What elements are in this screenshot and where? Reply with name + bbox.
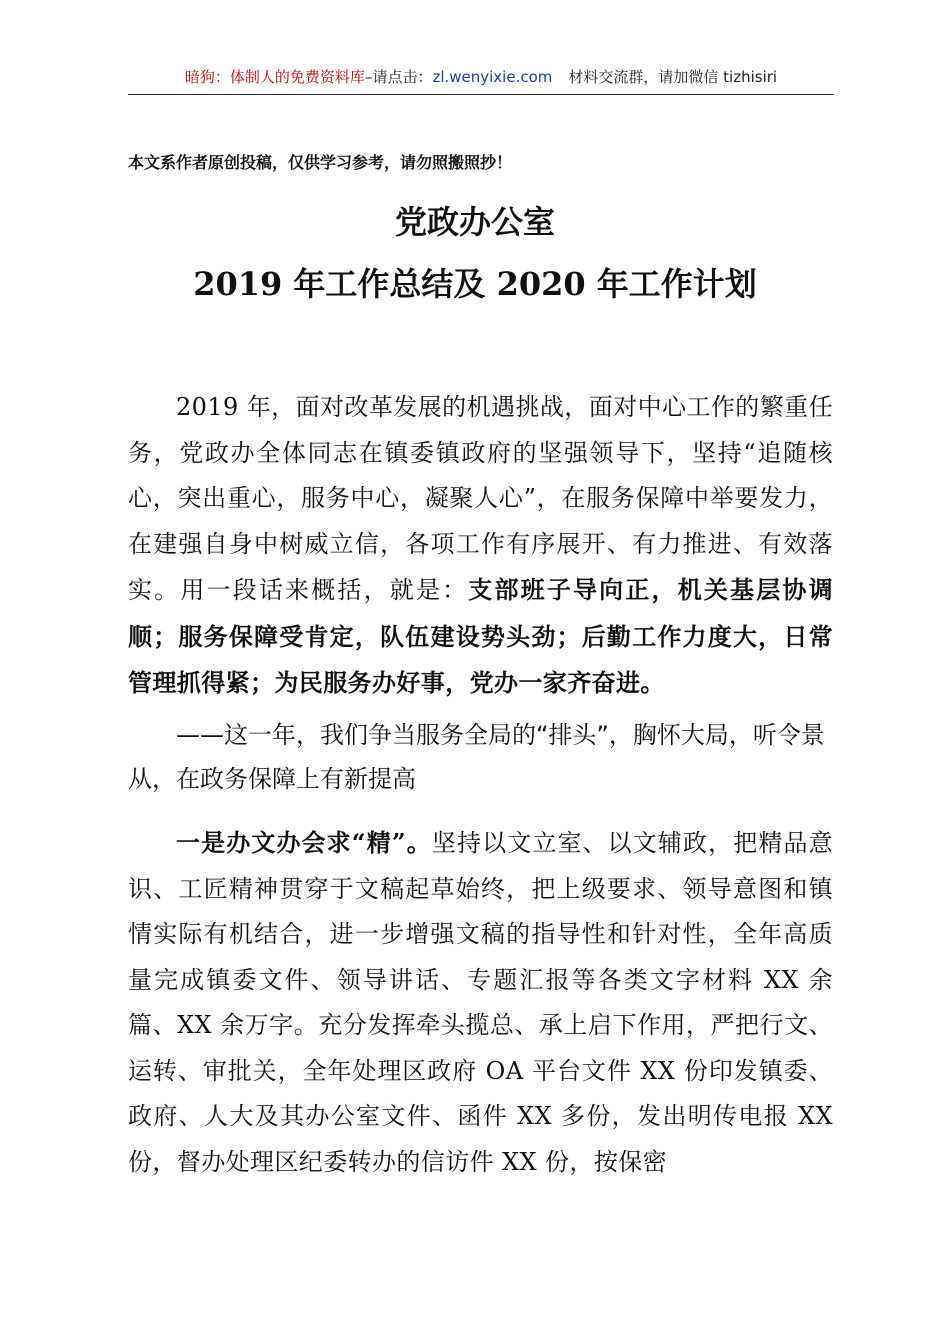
item-one-text: 坚持以文立室、以文辅政，把精品意识、工匠精神贯穿于文稿起草始终，把上级要求、领导意图和镇情实际有机结合，进一步增强文稿的指导性和针对性，全年高质量完成镇委文件、领导讲话、专题汇报等各类文字材料 XX 余篇、XX 余万字。充分发挥牵头揽总、承上启下作用，严把行文、运转、审批关，全年处理区政府 OA 平台文件 XX 份印发镇委、政府、人大及其办公室文件、函件 XX 多份，发出明传电报 XX 份，督办处理区纪委转办的信访件 XX 份，按保密 <box>128 829 833 1176</box>
paragraph-item-one <box>128 820 833 1185</box>
document-title-line1: 党政办公室 <box>394 203 555 241</box>
paragraph-intro <box>128 385 833 707</box>
header-site-link[interactable]: zl.wenyixie.com <box>432 68 553 86</box>
document-title-line2: 2019 年工作总结及 2020 年工作计划 <box>193 265 757 303</box>
header-prompt: –请点击： <box>364 68 433 86</box>
item-one-heading: 一是办文办会求“精”。 <box>176 828 432 857</box>
header-group-info: 材料交流群，请加微信 tizhisiri <box>568 68 778 86</box>
intro-text: 2019 年，面对改革发展的机遇挑战，面对中心工作的繁重任务，党政办全体同志在镇委镇政府的坚强领导下，坚持“追随核心，突出重心，服务中心，凝聚人心”，在服务保障中举要发力，在建强自身中树威立信，各项工作有序展开、有力推进、有效落实。用一段话来概括，就是： <box>128 393 833 604</box>
copyright-notice: 本文系作者原创投稿，仅供学习参考，请勿照搬照抄！ <box>128 153 513 172</box>
header-brand: 暗狗：体制人的免费资料库 <box>184 68 365 86</box>
page-header <box>128 64 834 95</box>
intro-summary-bold: 支部班子导向正，机关基层协调顺；服务保障受肯定，队伍建设势头劲；后勤工作力度大，日常管理抓得紧；为民服务办好事，党办一家齐奋进。 <box>128 575 833 697</box>
section-subheading: ——这一年，我们争当服务全局的“排头”，胸怀大局，听令景从，在政务保障上有新提高 <box>128 721 825 793</box>
